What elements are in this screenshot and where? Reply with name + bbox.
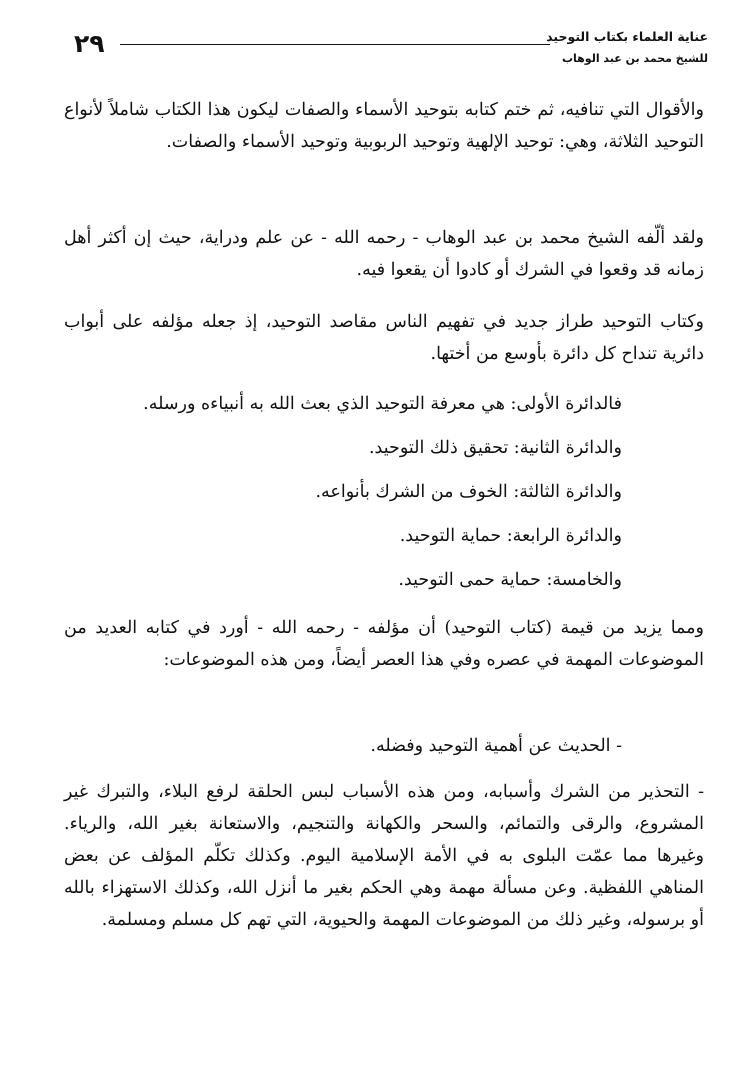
page-number: ٢٩ — [74, 29, 105, 58]
paragraph-3: وكتاب التوحيد طراز جديد في تفهيم الناس مقاصد التوحيد، إذ جعله مؤلفه على أبواب دائرية تنداح كل دائرة بأوسع من أختها. — [64, 312, 704, 364]
topic-2: - التحذير من الشرك وأسبابه، ومن هذه الأسباب لبس الحلقة لرفع البلاء، والتبرك غير المشروع، والرقى والتمائم، والسحر والكهانة والتنجيم، والاستعانة بغير الله، والرياء. وغيرها مما عمّت البلوى به في الأمة الإسلامية اليوم. وكذلك تكلّم المؤلف عن بعض المناهي اللفظية. وعن مسألة مهمة وهي الحكم بغير ما أنزل الله، وكذلك الاستهزاء بالله أو برسوله، وغير ذلك من الموضوعات المهمة والحيوية، التي تهم كل مسلم ومسلمة. — [64, 782, 704, 930]
circle-2: والدائرة الثانية: تحقيق ذلك التوحيد. — [368, 438, 622, 458]
header-rule — [120, 44, 550, 45]
circle-5: والخامسة: حماية حمى التوحيد. — [398, 570, 622, 590]
paragraph-2: ولقد ألّفه الشيخ محمد بن عبد الوهاب - رحمه الله - عن علم ودراية، حيث إن أكثر أهل زمانه قد وقعوا في الشرك أو كادوا أن يقعوا فيه. — [64, 228, 704, 280]
circle-4: والدائرة الرابعة: حماية التوحيد. — [399, 526, 622, 546]
circle-1: فالدائرة الأولى: هي معرفة التوحيد الذي بعث الله به أنبياءه ورسله. — [143, 394, 622, 414]
page-header — [60, 24, 708, 84]
running-title: عناية العلماء بكتاب التوحيد — [546, 29, 708, 44]
topic-1: - الحديث عن أهمية التوحيد وفضله. — [370, 736, 622, 756]
paragraph-1: والأقوال التي تنافيه، ثم ختم كتابه بتوحيد الأسماء والصفات ليكون هذا الكتاب شاملاً لأنواع التوحيد الثلاثة، وهي: توحيد الإلهية وتوحيد الربوبية وتوحيد الأسماء والصفات. — [64, 100, 704, 152]
running-subtitle: للشيخ محمد بن عبد الوهاب — [561, 52, 708, 65]
circle-3: والدائرة الثالثة: الخوف من الشرك بأنواعه. — [315, 482, 622, 502]
paragraph-4: ومما يزيد من قيمة (كتاب التوحيد) أن مؤلفه - رحمه الله - أورد في كتابه العديد من الموضوعات المهمة في عصره وفي هذا العصر أيضاً، ومن هذه الموضوعات: — [64, 618, 704, 670]
